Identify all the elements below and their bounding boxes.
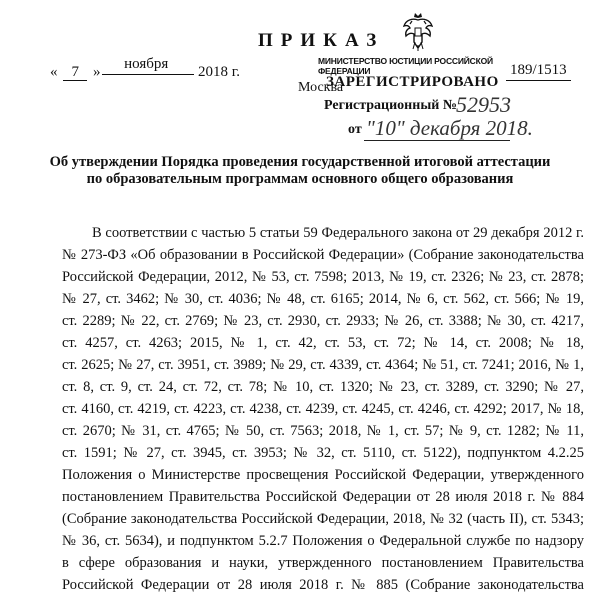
- date-year: 2018 г.: [198, 64, 240, 80]
- body-line: Российской Федерации, 2012, № 53, ст. 7598; 2013, № 19, ст. 2326; № 23, ст. 2878;: [62, 269, 584, 285]
- body-line: ст. 4160, ст. 4219, ст. 4223, ст. 4238, ст. 4239, ст. 4245, ст. 4246, ст. 4292; 2017, № 18,: [62, 401, 584, 417]
- body-line: ст. 8, ст. 9, ст. 24, ст. 72, ст. 78; № 10, ст. 1320; № 23, ст. 3289, ст. 3290; № 27,: [62, 379, 584, 395]
- stamp-reg-date: "10" декабря 2018.: [366, 116, 533, 140]
- subject-line: Об утверждении Порядка проведения государственной итоговой аттестации: [49, 154, 551, 170]
- date-month-underline: [102, 74, 194, 75]
- date-day: 7: [63, 64, 87, 81]
- body-line: № 273-ФЗ «Об образовании в Российской Федерации» (Собрание законодательства: [62, 247, 584, 263]
- body-line: ст. 1591; № 27, ст. 3945, ст. 3953; № 32, ст. 5110, ст. 5122), подпунктом 4.2.25: [62, 445, 584, 461]
- body-line: ст. 2625; № 27, ст. 3951, ст. 3989; № 29, ст. 4339, ст. 4364; № 51, ст. 7241; 2016, № 1,: [62, 357, 584, 373]
- body-line: № 27, ст. 3462; № 30, ст. 4036; № 48, ст. 6165; 2014, № 6, ст. 562, ст. 566; № 19,: [62, 291, 584, 307]
- stamp-date-underline: [364, 140, 510, 141]
- order-date: [50, 56, 240, 81]
- body-line: постановлением Правительства Российской Федерации от 28 июля 2018 г. № 884: [62, 489, 584, 505]
- body-line: № 36, ст. 5634), и подпунктом 5.2.7 Положения о Федеральной службе по надзору: [62, 533, 584, 549]
- order-body: [62, 222, 584, 596]
- body-line: ст. 4257, ст. 4263; 2015, № 1, ст. 42, ст. 53, ст. 72; № 14, ст. 2008; № 18,: [62, 335, 584, 351]
- order-title: ПРИКАЗ: [258, 30, 385, 51]
- registration-stamp: [318, 12, 533, 148]
- body-line: ст. 2289; № 22, ст. 2769; № 23, ст. 2930, ст. 2933; № 26, ст. 3388; № 30, ст. 4217,: [62, 313, 584, 329]
- body-line: в сфере образования и науки, утвержденного постановлением Правительства: [62, 555, 584, 571]
- double-headed-eagle-emblem: [402, 12, 434, 52]
- order-number-underline: [506, 80, 571, 81]
- order-number-block: [510, 62, 567, 79]
- body-line: ст. 2670; № 31, ст. 4765; № 50, ст. 7563; 2018, № 1, ст. 57; № 9, ст. 1282; № 11,: [62, 423, 584, 439]
- date-month: ноября: [124, 56, 169, 72]
- stamp-ministry: МИНИСТЕРСТВО ЮСТИЦИИ РОССИЙСКОЙ ФЕДЕРАЦИИ: [318, 56, 493, 76]
- stamp-date-label: от: [348, 122, 362, 137]
- stamp-reg-number-label: Регистрационный №: [324, 98, 457, 113]
- date-open-quote: «: [50, 64, 58, 80]
- stamp-registered: ЗАРЕГИСТРИРОВАНО: [326, 74, 499, 90]
- stamp-reg-number: 52953: [456, 92, 511, 117]
- body-line: Положения о Министерстве просвещения Российской Федерации, утвержденного: [62, 467, 584, 483]
- subject-line: по образовательным программам основного общего образования: [86, 171, 514, 187]
- body-line: (Собрание законодательства Российской Федерации, 2018, № 32 (часть II), ст. 5343;: [62, 511, 584, 527]
- order-city: Москва: [298, 80, 344, 95]
- date-close-quote: »: [93, 64, 101, 80]
- order-subject: [40, 154, 560, 188]
- body-line: В соответствии с частью 5 статьи 59 Федерального закона от 29 декабря 2012 г.: [92, 225, 584, 241]
- body-line: Российской Федерации от 28 июля 2018 г. № 885 (Собрание законодательства: [62, 577, 584, 593]
- order-number: 189/1513: [510, 62, 567, 78]
